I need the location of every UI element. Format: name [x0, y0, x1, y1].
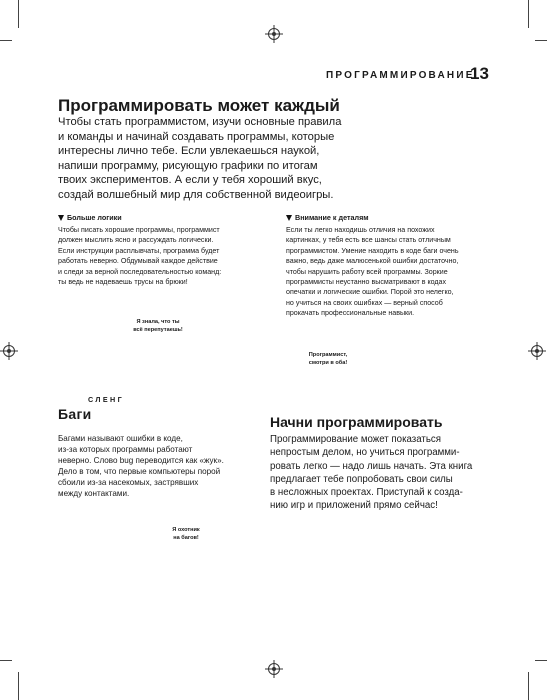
intro-line: интересны лично тебе. Если увлекаешься наукой, — [58, 145, 320, 158]
logic-line: Если инструкции расплывчаты, программа будет — [58, 246, 220, 255]
logic-line: Чтобы писать хорошие программы, программист — [58, 226, 220, 234]
intro-line: напиши программу, рисующую графики по итогам — [58, 159, 318, 172]
logic-block — [58, 213, 258, 287]
intro-line: Чтобы стать программистом, изучи основные правила — [58, 116, 342, 128]
intro-line: твоих экспериментов. А если у тебя хороший вкус, — [58, 174, 322, 187]
details-line: прокачать профессиональные навыки. — [286, 309, 415, 318]
triangle-down-icon — [58, 215, 64, 221]
intro-title: Программировать может каждый — [58, 96, 340, 115]
logic-heading-text: Больше логики — [67, 213, 122, 222]
registration-mark-left — [3, 345, 15, 357]
crop-mark — [535, 40, 547, 41]
page-number: 13 — [470, 64, 489, 83]
start-line: нию игр и приложений прямо сейчас! — [270, 500, 438, 512]
illustration-note — [130, 318, 186, 334]
logic-line: должен мыслить ясно и рассуждать логически. — [58, 236, 214, 245]
details-block — [286, 213, 496, 319]
note-line: на багов! — [173, 535, 199, 541]
crop-mark — [528, 672, 529, 700]
slang-line: Дело в том, что первые компьютеры порой — [58, 467, 221, 476]
logic-heading — [58, 213, 258, 222]
slang-tag: СЛЕНГ — [88, 395, 125, 404]
note-line: смотри в оба! — [308, 360, 348, 366]
details-line: чтобы нарушить работу всей программы. Зоркие — [286, 267, 448, 276]
start-line: ровать легко — надо лишь начать. Эта книга — [270, 460, 473, 472]
registration-mark-right — [531, 345, 543, 357]
details-line: Если ты легко находишь отличия на похожих — [286, 226, 435, 234]
details-text — [286, 225, 496, 319]
slang-title: Баги — [58, 406, 92, 422]
logic-line: работать неверно. Обдумывай каждое действие — [58, 257, 218, 266]
illustration-note — [304, 351, 352, 367]
slang-line: из-за которых программы работают — [58, 445, 193, 454]
details-line: важно, ведь даже малюсенькой ошибки достаточно, — [286, 257, 459, 266]
start-title: Начни программировать — [270, 414, 443, 430]
intro-line: создай волшебный мир для собственной видеоигры. — [58, 188, 334, 201]
details-heading-text: Внимание к деталям — [295, 213, 369, 222]
details-line: картинках, у тебя есть все шансы стать отличным — [286, 236, 451, 245]
intro-line: и команды и начинай создавать программы, которые — [58, 130, 335, 143]
crop-mark — [535, 660, 547, 661]
registration-mark-top — [268, 28, 280, 40]
start-line: Программирование может показаться — [270, 434, 441, 445]
details-heading — [286, 213, 496, 222]
logic-text — [58, 225, 258, 287]
note-line: Программист, — [308, 352, 348, 358]
registration-mark-bottom — [268, 663, 280, 675]
logic-line: и следи за верной последовательностью команд: — [58, 267, 222, 276]
crop-mark — [528, 0, 529, 28]
note-line: всё перепутаешь! — [133, 327, 183, 333]
logic-line: ты ведь не надеваешь трусы на брюки! — [58, 278, 188, 287]
details-line: но учиться на своих ошибках — верный способ — [286, 298, 443, 307]
start-line: в несложных проектах. Приступай к созда- — [270, 487, 463, 499]
slang-line: Багами называют ошибки в коде, — [58, 434, 183, 443]
slang-text — [58, 433, 248, 499]
start-text — [270, 433, 485, 513]
slang-line: сбоили из-за насекомых, застрявших — [58, 478, 199, 487]
section-label: ПРОГРАММИРОВАНИЕ — [326, 70, 475, 81]
crop-mark — [18, 0, 19, 28]
details-line: программисты неустанно высматривают в кодах — [286, 278, 447, 287]
note-line: Я охотник — [172, 527, 200, 533]
intro-text — [58, 115, 358, 203]
triangle-down-icon — [286, 215, 292, 221]
details-line: опечатки и логические ошибки. Порой это нелегко, — [286, 288, 454, 297]
crop-mark — [18, 672, 19, 700]
illustration-note — [166, 526, 206, 542]
start-line: предлагает тебе попробовать свои силы — [270, 473, 453, 485]
details-line: программистом. Умение находить в коде баги очень — [286, 246, 459, 255]
crop-mark — [0, 40, 12, 41]
crop-mark — [0, 660, 12, 661]
start-line: непростым делом, но учиться программи- — [270, 447, 460, 459]
note-line: Я знала, что ты — [136, 319, 180, 325]
slang-line: между контактами. — [58, 489, 130, 498]
slang-line: неверно. Слово bug переводится как «жук». — [58, 456, 224, 465]
